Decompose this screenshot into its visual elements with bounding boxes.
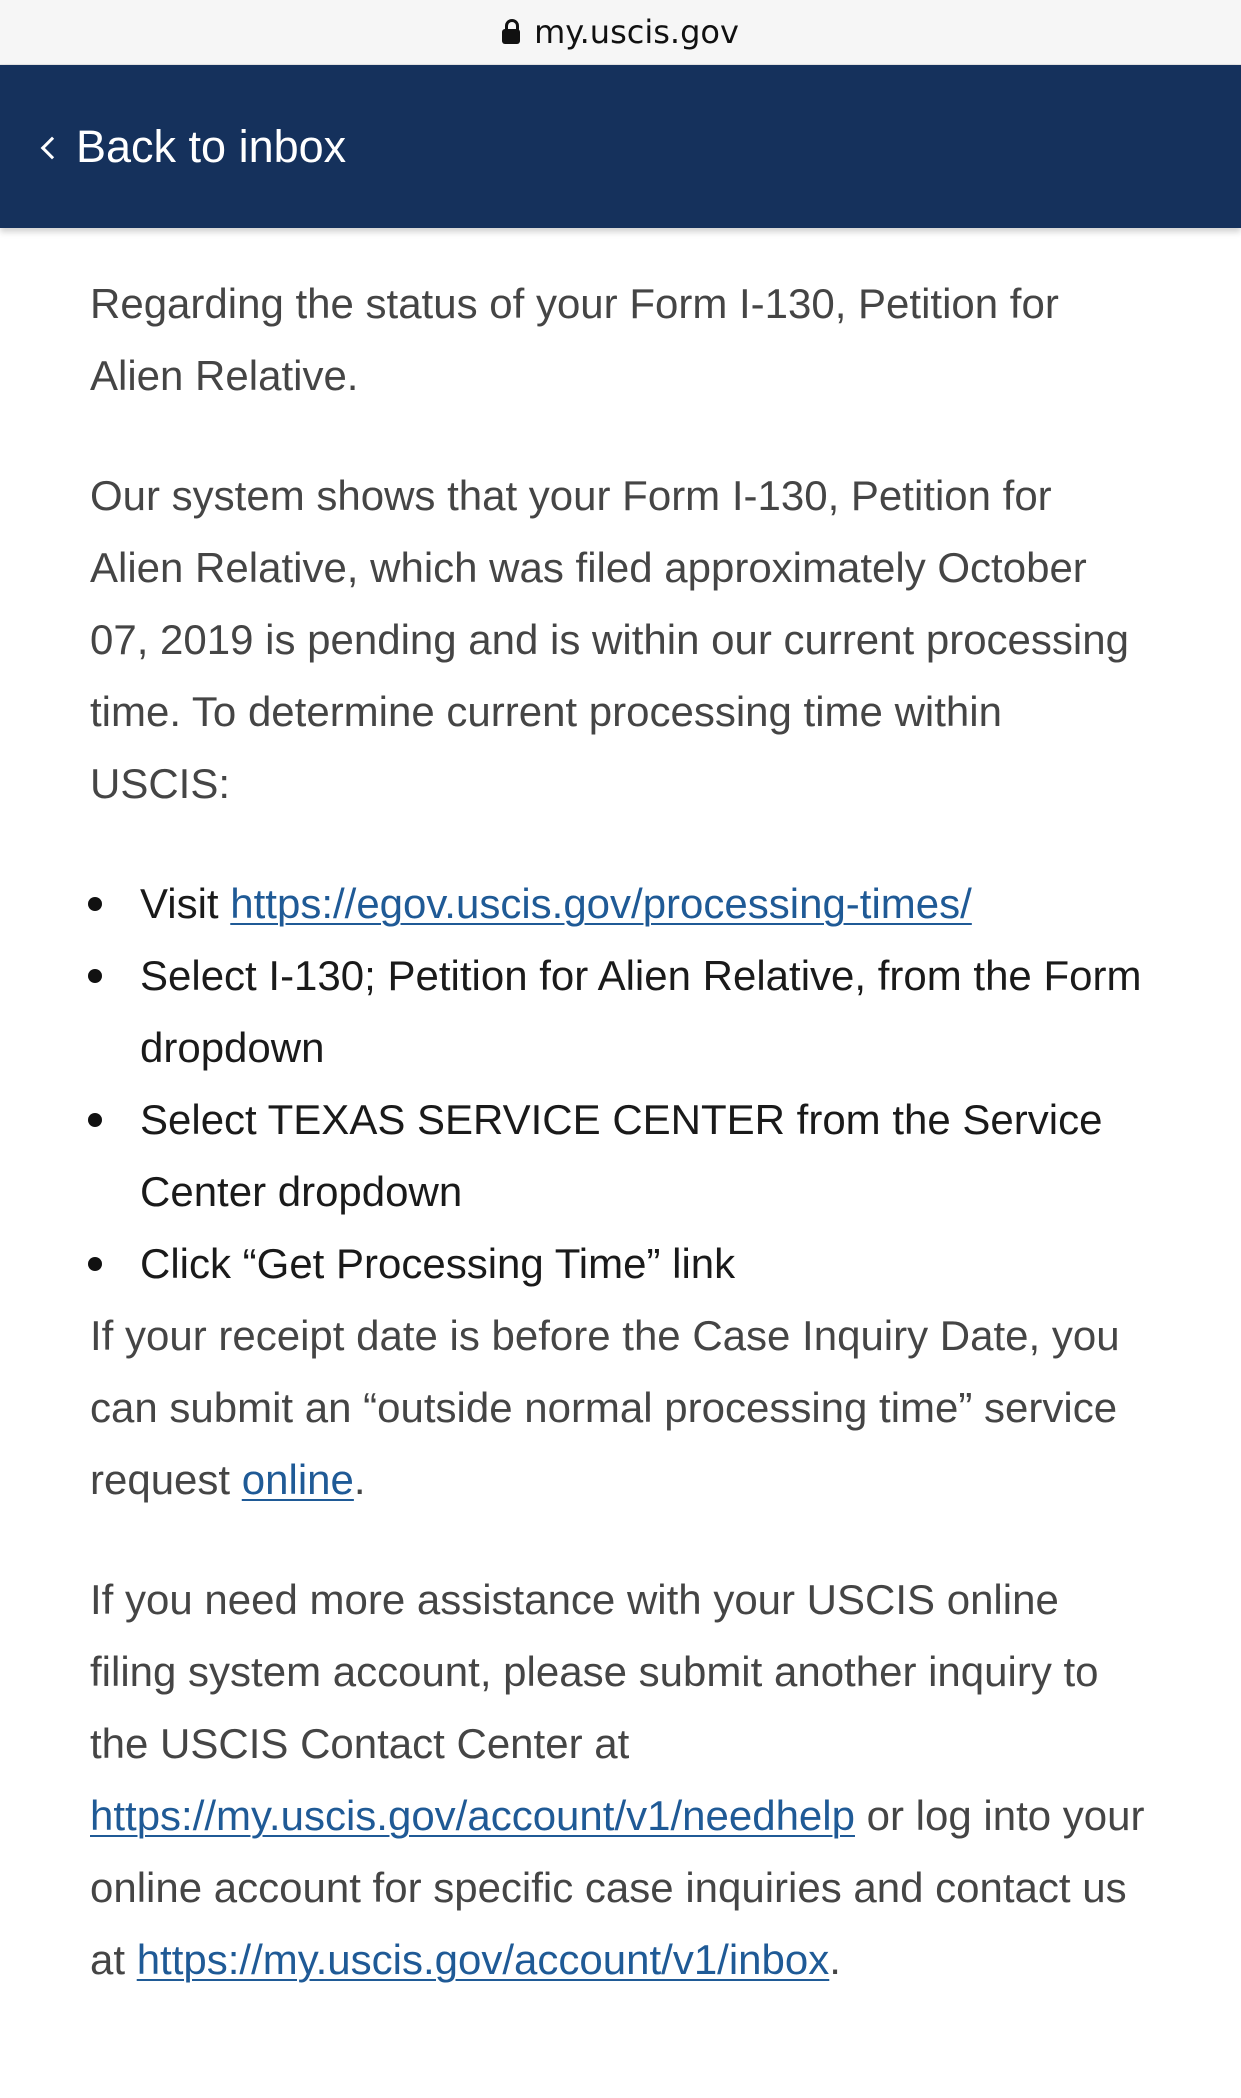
message-paragraph-pending: Our system shows that your Form I-130, Petition for Alien Relative, which was filed approximately October 07, 2019 is pending and is within our current processing time. To determine current processing time within USCIS: [90, 472, 1129, 807]
url-text: my.uscis.gov [534, 13, 739, 51]
message-paragraph-status: Regarding the status of your Form I-130, Petition for Alien Relative. [90, 280, 1059, 399]
inbox-link[interactable]: https://my.uscis.gov/account/v1/inbox [136, 1936, 830, 1983]
instructions-list [90, 868, 1151, 1300]
message-paragraph-assistance [90, 1564, 1151, 1996]
message-body [0, 228, 1241, 1996]
processing-times-link[interactable]: https://egov.uscis.gov/processing-times/ [230, 880, 972, 927]
top-navbar [0, 65, 1241, 228]
list-item: Select TEXAS SERVICE CENTER from the Service Center dropdown [90, 1084, 1151, 1228]
chevron-left-icon [41, 136, 64, 159]
needhelp-link[interactable]: https://my.uscis.gov/account/v1/needhelp [90, 1792, 855, 1839]
list-item: Select I-130; Petition for Alien Relative, from the Form dropdown [90, 940, 1151, 1084]
assistance-end: . [829, 1936, 841, 1983]
service-request-text: If your receipt date is before the Case Inquiry Date, you can submit an “outside normal processing time” service request [90, 1312, 1120, 1503]
list-item: Click “Get Processing Time” link [90, 1228, 1151, 1300]
back-to-inbox-link[interactable] [44, 121, 346, 173]
online-link[interactable]: online [241, 1456, 354, 1503]
assistance-text: If you need more assistance with your USCIS online filing system account, please submit another inquiry to the USCIS Contact Center at [90, 1576, 1099, 1767]
list-item [90, 868, 1151, 940]
back-label: Back to inbox [76, 120, 347, 172]
step-visit-prefix: Visit [140, 880, 231, 927]
service-request-end: . [353, 1456, 366, 1503]
browser-url-bar[interactable] [0, 0, 1241, 65]
lock-icon [502, 29, 520, 44]
message-paragraph-service-request [90, 1300, 1151, 1516]
assistance-middle-text: or log into your online account for specific case inquiries and contact us at [90, 1792, 1145, 1983]
